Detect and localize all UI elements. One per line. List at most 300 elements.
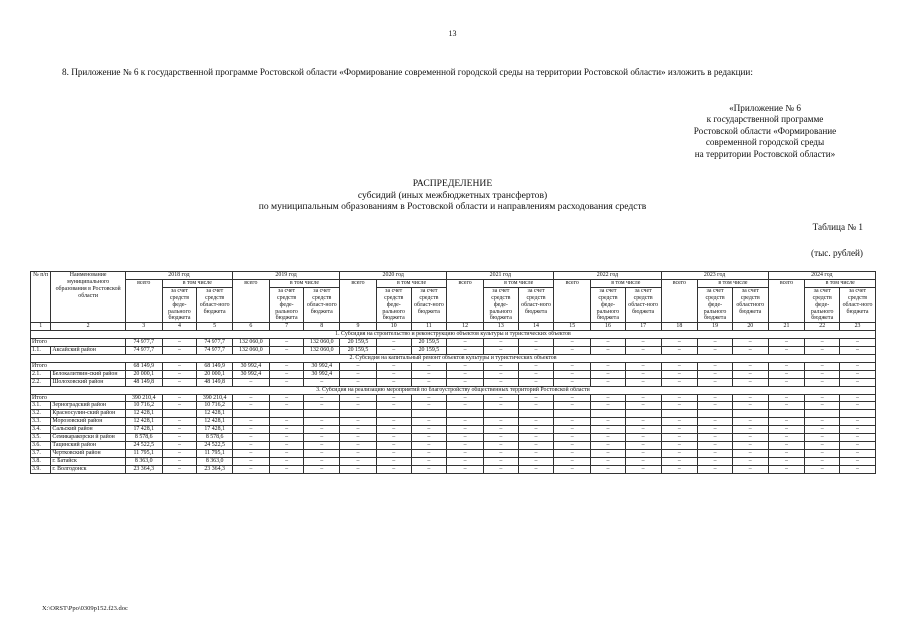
cell-value: – <box>411 418 447 426</box>
header-fed: за счет средств феде-рального бюджета <box>376 287 411 323</box>
table-row <box>31 418 876 426</box>
cell-value: – <box>554 370 591 378</box>
cell-value: – <box>376 370 411 378</box>
cell-value <box>840 410 876 418</box>
cell-value: – <box>554 418 591 426</box>
distribution-table <box>30 271 876 474</box>
cell-value: – <box>340 465 377 473</box>
cell-value: – <box>269 465 304 473</box>
cell-value: – <box>805 434 840 442</box>
table-row <box>31 449 876 457</box>
cell-value: – <box>698 426 733 434</box>
header-row-colnums <box>31 323 876 331</box>
cell-value: – <box>554 465 591 473</box>
cell-value: – <box>698 347 733 355</box>
section-title: 2. Субсидия на капитальный ремонт объектов культуры и туристических объектов <box>31 354 876 362</box>
cell-value: – <box>698 378 733 386</box>
cell-value: – <box>840 426 876 434</box>
cell-value: – <box>233 426 270 434</box>
cell-value: – <box>554 347 591 355</box>
row-municipality: Аксайский район <box>51 347 125 355</box>
cell-value: – <box>840 394 876 402</box>
cell-value: – <box>805 370 840 378</box>
cell-value: – <box>269 449 304 457</box>
row-number: 3.8. <box>31 457 51 465</box>
title-line: РАСПРЕДЕЛЕНИЕ <box>412 178 493 189</box>
cell-value: 30 992,4 <box>233 362 270 370</box>
cell-value: – <box>625 418 661 426</box>
row-number: 3.9. <box>31 465 51 473</box>
appendix-note <box>640 103 890 160</box>
cell-value: – <box>591 394 626 402</box>
cell-value: – <box>340 434 377 442</box>
cell-value: – <box>732 465 768 473</box>
cell-value: – <box>661 449 698 457</box>
header-reg: за счет средств област-ного бюджета <box>411 287 447 323</box>
cell-value: 390 210,4 <box>197 394 233 402</box>
cell-value: – <box>518 418 554 426</box>
cell-value: – <box>340 378 377 386</box>
cell-value: – <box>768 370 805 378</box>
cell-value: – <box>554 339 591 347</box>
cell-value: 12 428,1 <box>125 410 162 418</box>
cell-value: – <box>269 378 304 386</box>
col-number: 17 <box>625 323 661 331</box>
cell-value <box>591 410 626 418</box>
cell-value: – <box>518 465 554 473</box>
cell-value: – <box>269 347 304 355</box>
cell-value: – <box>162 378 197 386</box>
cell-value: – <box>304 457 340 465</box>
cell-value: – <box>698 434 733 442</box>
cell-value: 30 992,4 <box>304 370 340 378</box>
header-total: всего <box>768 279 805 322</box>
row-municipality: Сальский район <box>51 426 125 434</box>
row-municipality: Красносулин-ский район <box>51 410 125 418</box>
cell-value: – <box>447 426 484 434</box>
cell-value: – <box>518 347 554 355</box>
section-row <box>31 386 876 394</box>
row-number: 2.2. <box>31 378 51 386</box>
cell-value: – <box>447 434 484 442</box>
cell-value: – <box>269 426 304 434</box>
cell-value: 390 210,4 <box>125 394 162 402</box>
cell-value: – <box>376 465 411 473</box>
cell-value: – <box>269 434 304 442</box>
cell-value: – <box>840 347 876 355</box>
header-row-groups <box>31 279 876 287</box>
cell-value: – <box>805 465 840 473</box>
cell-value: – <box>304 449 340 457</box>
cell-value: 8 578,6 <box>197 434 233 442</box>
cell-value: – <box>304 465 340 473</box>
cell-value: – <box>840 339 876 347</box>
cell-value: – <box>698 418 733 426</box>
cell-value: – <box>518 449 554 457</box>
row-label: Итого <box>31 339 126 347</box>
cell-value: 11 795,1 <box>197 449 233 457</box>
cell-value: – <box>411 434 447 442</box>
header-year: 2019 год <box>233 272 340 280</box>
cell-value: – <box>411 465 447 473</box>
appendix-line: к государственной программе <box>706 114 824 125</box>
cell-value: 8 578,6 <box>125 434 162 442</box>
row-municipality: Белокалитвин-ский район <box>51 370 125 378</box>
col-number: 2 <box>51 323 125 331</box>
header-total: всего <box>233 279 270 322</box>
cell-value: 10 716,2 <box>197 402 233 410</box>
cell-value: – <box>805 378 840 386</box>
cell-value: – <box>661 426 698 434</box>
cell-value <box>698 410 733 418</box>
table-row <box>31 434 876 442</box>
cell-value <box>483 410 518 418</box>
cell-value: – <box>661 418 698 426</box>
cell-value: – <box>805 394 840 402</box>
row-municipality: Зерноградский район <box>51 402 125 410</box>
cell-value: – <box>376 449 411 457</box>
table-row <box>31 370 876 378</box>
cell-value: – <box>698 441 733 449</box>
cell-value: – <box>447 362 484 370</box>
cell-value: – <box>698 394 733 402</box>
cell-value: – <box>661 339 698 347</box>
cell-value: – <box>376 418 411 426</box>
cell-value: – <box>340 426 377 434</box>
appendix-line: «Приложение № 6 <box>729 103 801 113</box>
cell-value: – <box>768 339 805 347</box>
cell-value: 12 428,1 <box>125 418 162 426</box>
cell-value: – <box>768 378 805 386</box>
cell-value: – <box>162 402 197 410</box>
cell-value: – <box>591 441 626 449</box>
cell-value: – <box>732 339 768 347</box>
cell-value: – <box>447 402 484 410</box>
row-number: 3.6. <box>31 441 51 449</box>
cell-value: – <box>162 426 197 434</box>
cell-value: 24 522,5 <box>197 441 233 449</box>
cell-value: – <box>625 441 661 449</box>
table-row <box>31 410 876 418</box>
appendix-line: на территории Ростовской области» <box>694 148 836 159</box>
cell-value: – <box>591 426 626 434</box>
cell-value: – <box>805 457 840 465</box>
cell-value: – <box>411 457 447 465</box>
row-municipality: Морозовский район <box>51 418 125 426</box>
cell-value: – <box>162 434 197 442</box>
cell-value: 132 060,0 <box>304 339 340 347</box>
cell-value: – <box>162 362 197 370</box>
cell-value: – <box>591 370 626 378</box>
title-line: субсидий (иных межбюджетных трансфертов) <box>357 189 548 201</box>
col-number: 13 <box>483 323 518 331</box>
header-year: 2023 год <box>661 272 768 280</box>
header-reg: за счет средств област-ного бюджета <box>625 287 661 323</box>
cell-value: 17 428,1 <box>197 426 233 434</box>
cell-value: – <box>233 418 270 426</box>
cell-value: – <box>518 378 554 386</box>
cell-value: – <box>805 449 840 457</box>
cell-value: – <box>483 378 518 386</box>
cell-value: – <box>591 362 626 370</box>
col-number: 15 <box>554 323 591 331</box>
cell-value: – <box>768 418 805 426</box>
cell-value: – <box>591 449 626 457</box>
cell-value: – <box>591 434 626 442</box>
cell-value: 10 716,2 <box>125 402 162 410</box>
header-fed: за счет средств феде-рального бюджета <box>698 287 733 323</box>
col-number: 5 <box>197 323 233 331</box>
cell-value: – <box>840 465 876 473</box>
cell-value: – <box>732 457 768 465</box>
cell-value: – <box>376 339 411 347</box>
cell-value: – <box>554 362 591 370</box>
col-number: 19 <box>698 323 733 331</box>
cell-value: – <box>233 378 270 386</box>
cell-value: – <box>483 441 518 449</box>
cell-value: – <box>840 434 876 442</box>
section-row <box>31 354 876 362</box>
cell-value: – <box>518 394 554 402</box>
header-reg: за счет средств област-ного бюджета <box>840 287 876 323</box>
cell-value: – <box>554 434 591 442</box>
cell-value <box>518 410 554 418</box>
cell-value: – <box>411 449 447 457</box>
col-number: 22 <box>805 323 840 331</box>
cell-value: 48 149,8 <box>125 378 162 386</box>
cell-value <box>269 410 304 418</box>
cell-value: – <box>591 457 626 465</box>
cell-value: – <box>483 434 518 442</box>
cell-value: – <box>625 465 661 473</box>
table-row <box>31 339 876 347</box>
header-reg: за счет средств област-ного бюджета <box>197 287 233 323</box>
cell-value: – <box>269 457 304 465</box>
cell-value: 24 522,5 <box>125 441 162 449</box>
header-year: 2024 год <box>768 272 875 280</box>
cell-value: – <box>554 457 591 465</box>
section-title: 3. Субсидия на реализацию мероприятий по благоустройству общественных территорий Ростовской области <box>31 386 876 394</box>
row-municipality: Семикаракорски й район <box>51 434 125 442</box>
cell-value: – <box>411 378 447 386</box>
cell-value: – <box>591 465 626 473</box>
row-municipality: Шолоховский район <box>51 378 125 386</box>
section-title: 1. Субсидия на строительство и реконструкцию объектов культуры и туристических объектов <box>31 331 876 339</box>
col-number: 7 <box>269 323 304 331</box>
cell-value: – <box>340 441 377 449</box>
cell-value: 23 364,3 <box>125 465 162 473</box>
row-label: Итого <box>31 362 126 370</box>
cell-value: – <box>304 402 340 410</box>
cell-value: – <box>269 394 304 402</box>
cell-value <box>304 410 340 418</box>
cell-value: – <box>233 394 270 402</box>
cell-value: – <box>661 378 698 386</box>
cell-value: 23 364,3 <box>197 465 233 473</box>
cell-value: – <box>340 449 377 457</box>
appendix-line: современной городской среды <box>705 137 825 148</box>
cell-value: 8 363,0 <box>125 457 162 465</box>
cell-value <box>732 410 768 418</box>
cell-value: – <box>805 426 840 434</box>
cell-value: – <box>805 347 840 355</box>
cell-value: – <box>768 426 805 434</box>
cell-value: 20 000,1 <box>197 370 233 378</box>
cell-value: – <box>304 434 340 442</box>
cell-value: – <box>805 402 840 410</box>
cell-value <box>162 410 197 418</box>
cell-value: – <box>340 418 377 426</box>
header-year: 2022 год <box>554 272 661 280</box>
cell-value: 20 159,5 <box>411 347 447 355</box>
cell-value: – <box>411 402 447 410</box>
cell-value: – <box>554 394 591 402</box>
cell-value: – <box>732 370 768 378</box>
header-row-years <box>31 272 876 280</box>
col-number: 18 <box>661 323 698 331</box>
cell-value: – <box>840 441 876 449</box>
header-incl: в том числе <box>805 279 876 287</box>
cell-value: – <box>447 347 484 355</box>
header-reg: за счет средств областного бюджета <box>732 287 768 323</box>
cell-value: – <box>376 347 411 355</box>
cell-value: – <box>591 402 626 410</box>
cell-value: – <box>376 434 411 442</box>
cell-value: – <box>805 441 840 449</box>
cell-value: – <box>840 402 876 410</box>
cell-value: – <box>840 378 876 386</box>
cell-value: – <box>840 370 876 378</box>
cell-value: – <box>411 370 447 378</box>
cell-value: – <box>304 394 340 402</box>
header-year: 2020 год <box>340 272 447 280</box>
cell-value: – <box>554 449 591 457</box>
cell-value: – <box>376 426 411 434</box>
cell-value <box>661 410 698 418</box>
cell-value: 132 060,0 <box>233 339 270 347</box>
cell-value: – <box>661 394 698 402</box>
row-number: 3.2. <box>31 410 51 418</box>
cell-value: 12 428,1 <box>197 410 233 418</box>
col-number: 3 <box>125 323 162 331</box>
col-number: 23 <box>840 323 876 331</box>
col-number: 4 <box>162 323 197 331</box>
cell-value: 20 159,5 <box>340 347 377 355</box>
cell-value: – <box>591 339 626 347</box>
cell-value: – <box>162 465 197 473</box>
cell-value: – <box>732 394 768 402</box>
col-number: 20 <box>732 323 768 331</box>
header-fed: за счет средств феде-рального бюджета <box>483 287 518 323</box>
cell-value: 20 159,5 <box>411 339 447 347</box>
intro-paragraph: 8. Приложение № 6 к государственной программе Ростовской области «Формирование современной городской среды на территории Ростовской области» изложить в редакции: <box>62 67 753 77</box>
cell-value: – <box>269 402 304 410</box>
table-row <box>31 441 876 449</box>
col-number: 21 <box>768 323 805 331</box>
cell-value: – <box>768 434 805 442</box>
cell-value: 74 977,7 <box>197 347 233 355</box>
cell-value: – <box>840 418 876 426</box>
header-incl: в том числе <box>698 279 768 287</box>
cell-value: – <box>840 457 876 465</box>
section-row <box>31 331 876 339</box>
header-total: всего <box>554 279 591 322</box>
cell-value: – <box>698 339 733 347</box>
cell-value: 30 992,4 <box>233 370 270 378</box>
table-row <box>31 394 876 402</box>
cell-value: – <box>698 402 733 410</box>
cell-value: 17 428,1 <box>125 426 162 434</box>
header-incl: в том числе <box>376 279 446 287</box>
cell-value: – <box>591 378 626 386</box>
cell-value: – <box>840 449 876 457</box>
cell-value: – <box>447 339 484 347</box>
row-municipality: г. Волгодонск <box>51 465 125 473</box>
cell-value: – <box>661 370 698 378</box>
cell-value: 20 000,1 <box>125 370 162 378</box>
cell-value: – <box>483 465 518 473</box>
cell-value: – <box>625 449 661 457</box>
cell-value: 8 363,0 <box>197 457 233 465</box>
cell-value: – <box>447 378 484 386</box>
cell-value: – <box>518 457 554 465</box>
cell-value: – <box>233 449 270 457</box>
cell-value: – <box>411 394 447 402</box>
cell-value <box>411 410 447 418</box>
cell-value: – <box>483 426 518 434</box>
cell-value: – <box>162 370 197 378</box>
cell-value: – <box>554 426 591 434</box>
cell-value: – <box>625 434 661 442</box>
row-number: 3.7. <box>31 449 51 457</box>
row-number: 3.1. <box>31 402 51 410</box>
cell-value: – <box>661 434 698 442</box>
header-total: всего <box>447 279 484 322</box>
cell-value: – <box>661 362 698 370</box>
cell-value: – <box>411 441 447 449</box>
title-line: по муниципальным образованиям в Ростовской области и направлениям расходования средств <box>258 201 647 212</box>
cell-value: – <box>162 347 197 355</box>
cell-value: – <box>805 418 840 426</box>
cell-value: 74 977,7 <box>125 339 162 347</box>
cell-value: – <box>768 347 805 355</box>
cell-value: 20 159,5 <box>340 339 377 347</box>
table-row <box>31 402 876 410</box>
cell-value: 68 149,9 <box>125 362 162 370</box>
cell-value: – <box>233 465 270 473</box>
header-name: Наименование муниципального образования в Ростовской области <box>51 272 125 323</box>
cell-value: – <box>518 362 554 370</box>
cell-value: – <box>162 457 197 465</box>
cell-value <box>233 410 270 418</box>
cell-value: – <box>732 449 768 457</box>
col-number: 14 <box>518 323 554 331</box>
cell-value: 48 149,8 <box>197 378 233 386</box>
cell-value: – <box>304 426 340 434</box>
cell-value: – <box>554 441 591 449</box>
cell-value: – <box>447 457 484 465</box>
cell-value: – <box>732 362 768 370</box>
cell-value: – <box>269 339 304 347</box>
cell-value: – <box>340 370 377 378</box>
cell-value: – <box>483 457 518 465</box>
header-total: всего <box>125 279 162 322</box>
row-municipality: Чертковский район <box>51 449 125 457</box>
cell-value: – <box>447 370 484 378</box>
cell-value: – <box>768 362 805 370</box>
cell-value: – <box>698 465 733 473</box>
row-number: 1.1. <box>31 347 51 355</box>
